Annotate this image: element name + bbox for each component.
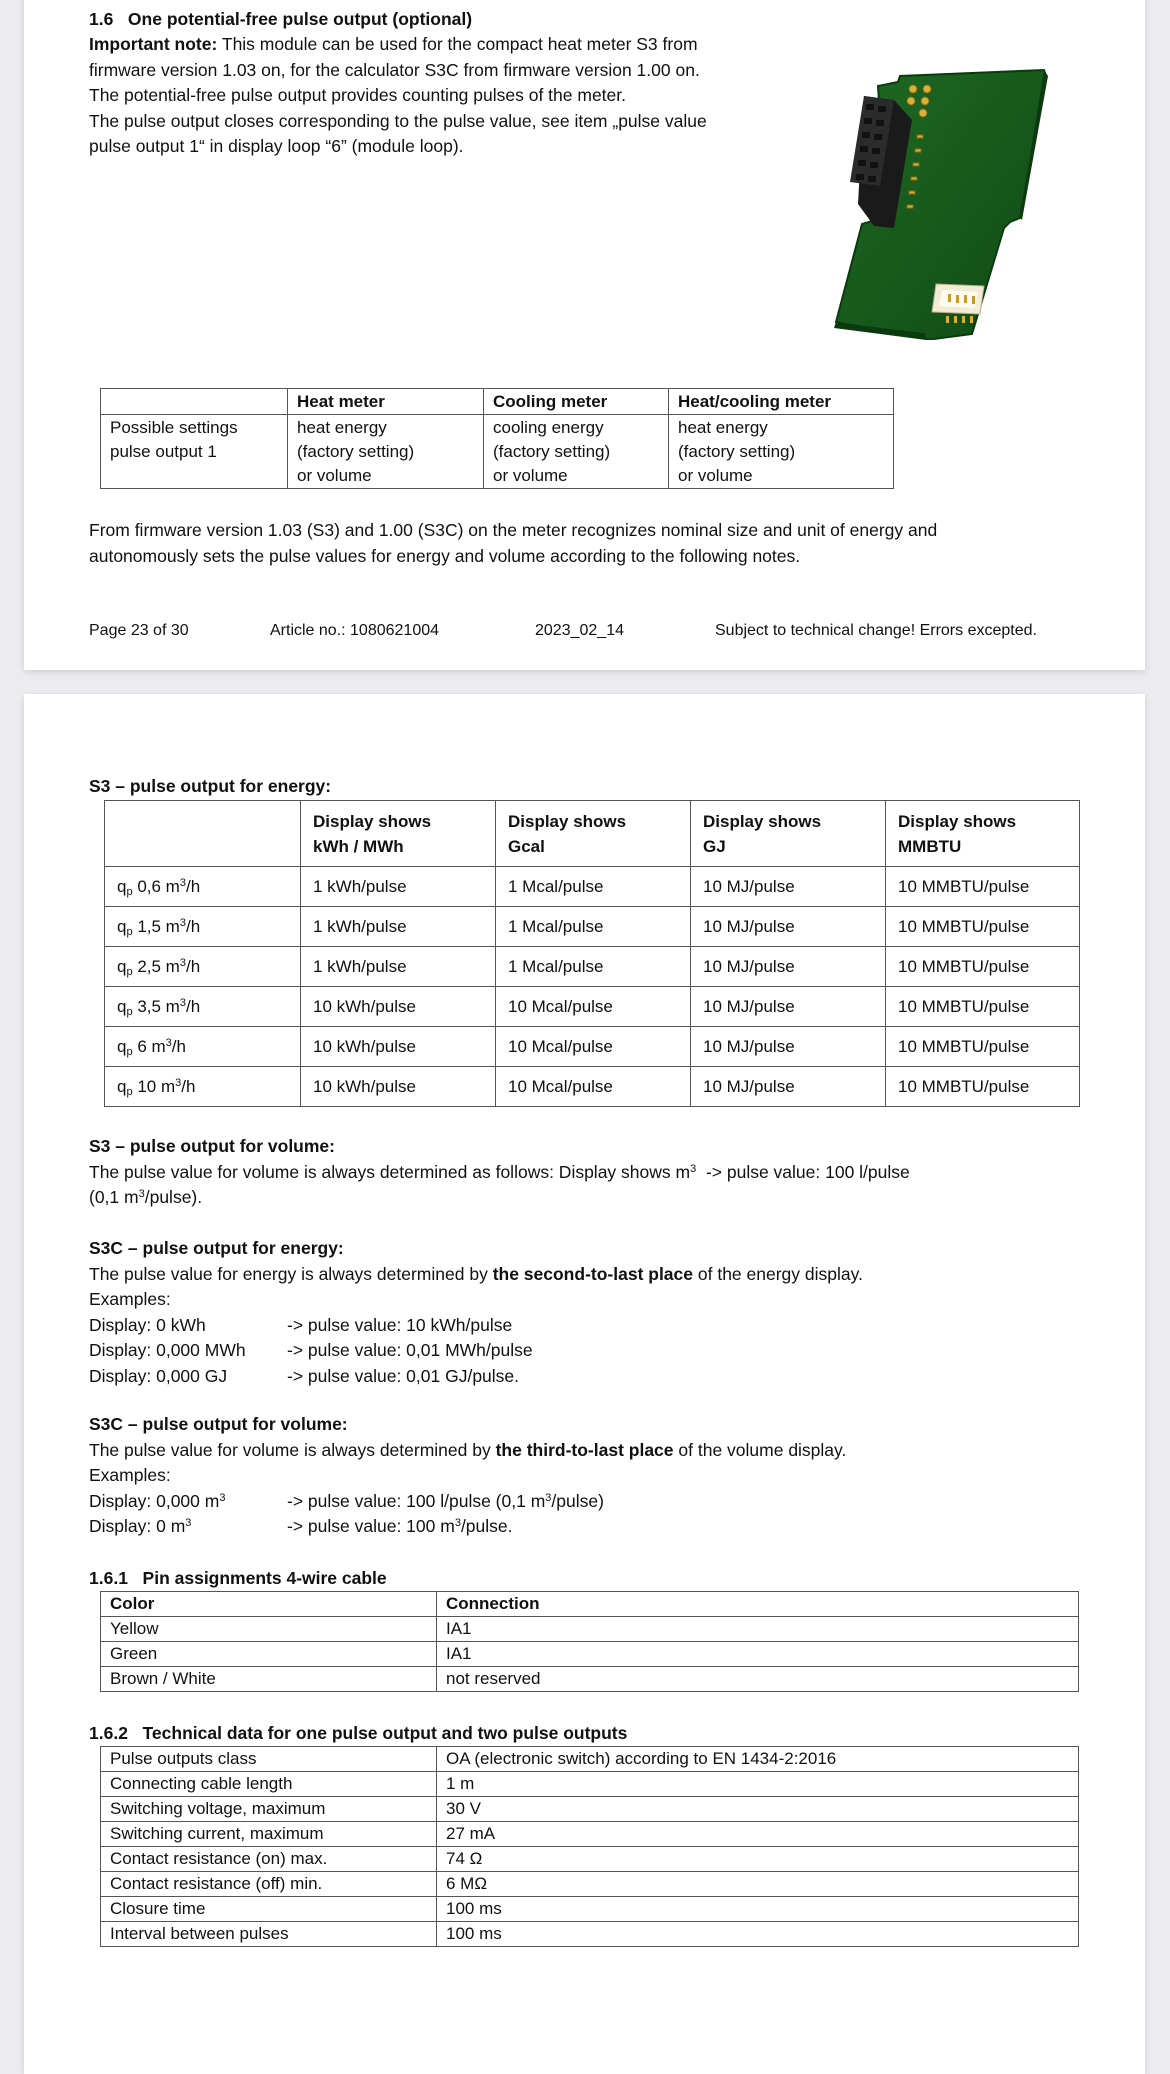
pulse-value-mmbtu: 10 MMBTU/pulse xyxy=(886,987,1080,1027)
example-display xyxy=(89,1489,225,1515)
table-header-row xyxy=(105,801,1080,867)
value-cell: 6 MΩ xyxy=(437,1872,1079,1897)
pulse-value-gj: 10 MJ/pulse xyxy=(691,907,886,947)
text-run: 1,5 m xyxy=(132,916,180,936)
s3-volume-section xyxy=(89,1134,910,1211)
table-row xyxy=(101,1667,1079,1692)
text-run: The pulse value for energy is always determined by xyxy=(89,1263,493,1284)
note-text: The pulse output closes corresponding to the pulse value, see item „pulse value xyxy=(89,110,707,131)
header-cell: Cooling meter xyxy=(484,389,669,415)
table-cell xyxy=(669,415,894,489)
nominal-size-cell xyxy=(105,947,301,987)
text-run: of the energy display. xyxy=(693,1263,863,1284)
s3-volume-text xyxy=(89,1160,910,1186)
table-row xyxy=(105,1067,1080,1107)
example-value xyxy=(287,1489,604,1515)
nominal-size-cell xyxy=(105,1027,301,1067)
label-cell: Interval between pulses xyxy=(101,1922,437,1947)
pulse-value-kwh: 1 kWh/pulse xyxy=(301,867,496,907)
pulse-value-gcal: 1 Mcal/pulse xyxy=(496,867,691,907)
pins-table-body xyxy=(101,1617,1079,1692)
value-cell: not reserved xyxy=(437,1667,1079,1692)
header-cell xyxy=(691,801,886,867)
firmware-note-line: From firmware version 1.03 (S3) and 1.00 (S3C) on the meter recognizes nominal size and unit of energy and xyxy=(89,520,938,540)
label-cell: Contact resistance (off) min. xyxy=(101,1872,437,1897)
pulse-value-kwh: 10 kWh/pulse xyxy=(301,987,496,1027)
section-number: 1.6 xyxy=(89,9,114,29)
firmware-note-line: autonomously sets the pulse values for energy and volume according to the following notes. xyxy=(89,545,801,566)
text-run: /h xyxy=(181,1076,196,1096)
section-heading-1-6 xyxy=(89,7,472,33)
table-row xyxy=(101,415,894,489)
pulse-value-gcal: 1 Mcal/pulse xyxy=(496,947,691,987)
table-row xyxy=(101,1847,1079,1872)
text-run: 3,5 m xyxy=(132,996,180,1016)
header-cell xyxy=(886,801,1080,867)
examples-list xyxy=(89,1489,846,1541)
text-run: 6 m xyxy=(132,1036,166,1056)
table-row xyxy=(101,1872,1079,1897)
cell-line: MMBTU xyxy=(898,837,962,856)
pulse-value-gj: 10 MJ/pulse xyxy=(691,947,886,987)
text-run: /pulse. xyxy=(460,1516,513,1536)
note-text: pulse output 1“ in display loop “6” (module loop). xyxy=(89,136,464,156)
important-note xyxy=(89,32,707,160)
label-cell: Connecting cable length xyxy=(101,1772,437,1797)
text-run: -> pulse value: 100 l/pulse (0,1 m xyxy=(287,1490,546,1511)
text-run: -> pulse value: 100 l/pulse xyxy=(696,1161,910,1182)
note-text: This module can be used for the compact heat meter S3 from xyxy=(217,34,698,54)
document-page-23 xyxy=(24,0,1145,670)
cell-line: pulse output 1 xyxy=(110,442,217,461)
superscript: 3 xyxy=(219,1491,226,1504)
superscript: 3 xyxy=(185,1517,192,1529)
text-run: q xyxy=(117,996,127,1016)
pulse-value-gcal: 10 Mcal/pulse xyxy=(496,1067,691,1107)
text-run: Display: 0 m xyxy=(89,1516,186,1536)
header-cell xyxy=(301,801,496,867)
label-cell: Switching voltage, maximum xyxy=(101,1797,437,1822)
examples-label: Examples: xyxy=(89,1465,171,1485)
header-cell: Connection xyxy=(437,1592,1079,1617)
nominal-size-cell xyxy=(105,987,301,1027)
example-display: Display: 0 kWh xyxy=(89,1314,206,1335)
pulse-value-kwh: 1 kWh/pulse xyxy=(301,947,496,987)
superscript: 3 xyxy=(690,1162,697,1175)
pulse-value-gcal: 10 Mcal/pulse xyxy=(496,1027,691,1067)
section-title: Technical data for one pulse output and two pulse outputs xyxy=(142,1723,628,1743)
cell-line: heat energy xyxy=(678,418,768,437)
document-page-24 xyxy=(24,694,1145,2074)
table-row xyxy=(101,1617,1079,1642)
cell-line: kWh / MWh xyxy=(313,837,404,856)
s3-volume-text xyxy=(89,1185,910,1211)
subscript: p xyxy=(126,925,133,938)
pin-assignments-table xyxy=(100,1591,1079,1692)
text-run: 0,6 m xyxy=(132,876,180,896)
s3c-energy-text xyxy=(89,1262,863,1288)
text-run: of the volume display. xyxy=(673,1439,847,1460)
value-cell: 74 Ω xyxy=(437,1847,1079,1872)
table-row xyxy=(105,867,1080,907)
superscript: 3 xyxy=(454,1517,461,1529)
technical-data-table xyxy=(100,1746,1079,1947)
text-run: /h xyxy=(185,916,201,936)
cell-line: Display shows xyxy=(508,812,627,831)
examples-label: Examples: xyxy=(89,1289,171,1309)
text-run: q xyxy=(117,956,127,976)
cell-line: Possible settings xyxy=(110,418,238,437)
note-label: Important note: xyxy=(89,34,218,54)
cell-line: Display shows xyxy=(313,812,432,831)
table-row xyxy=(105,987,1080,1027)
table-row xyxy=(101,1822,1079,1847)
cell-line: heat energy xyxy=(297,418,387,437)
pin-assignments-heading xyxy=(89,1566,387,1592)
label-cell: Green xyxy=(101,1642,437,1667)
superscript: 3 xyxy=(179,956,186,969)
subscript: p xyxy=(126,885,133,898)
cell-line: GJ xyxy=(703,837,726,856)
superscript: 3 xyxy=(545,1491,552,1504)
text-run: /pulse). xyxy=(144,1187,203,1207)
header-cell xyxy=(496,801,691,867)
table-header-row xyxy=(101,389,894,415)
subscript: p xyxy=(126,965,133,978)
pulse-value-mmbtu: 10 MMBTU/pulse xyxy=(886,907,1080,947)
example-display: Display: 0,000 MWh xyxy=(89,1340,246,1360)
text-run: /h xyxy=(171,1036,186,1056)
emphasis: the second-to-last place xyxy=(492,1263,694,1284)
label-cell: Pulse outputs class xyxy=(101,1747,437,1772)
example-value: -> pulse value: 0,01 GJ/pulse. xyxy=(287,1365,520,1386)
cell-line: Display shows xyxy=(703,812,822,831)
table-row xyxy=(101,1897,1079,1922)
text-run: The pulse value for volume is always determined by xyxy=(89,1439,496,1460)
value-cell: OA (electronic switch) according to EN 1434-2:2016 xyxy=(437,1747,1079,1772)
text-run: /h xyxy=(185,996,201,1016)
superscript: 3 xyxy=(179,876,186,889)
value-cell: 100 ms xyxy=(437,1897,1079,1922)
text-run: /pulse) xyxy=(551,1490,604,1511)
s3c-volume-heading: S3C – pulse output for volume: xyxy=(89,1414,348,1434)
superscript: 3 xyxy=(138,1188,145,1200)
nominal-size-cell xyxy=(105,867,301,907)
examples-list xyxy=(89,1313,863,1389)
text-run: q xyxy=(117,1076,127,1096)
pulse-value-gcal: 1 Mcal/pulse xyxy=(496,907,691,947)
cell-line: or volume xyxy=(297,466,372,485)
s3c-volume-text xyxy=(89,1438,846,1464)
pulse-value-kwh: 1 kWh/pulse xyxy=(301,907,496,947)
table-row xyxy=(101,1922,1079,1947)
header-cell xyxy=(105,801,301,867)
superscript: 3 xyxy=(175,1076,182,1089)
page-number: Page 23 of 30 xyxy=(89,622,189,639)
cell-line: cooling energy xyxy=(493,418,604,437)
table-row xyxy=(101,1747,1079,1772)
pulse-value-gj: 10 MJ/pulse xyxy=(691,987,886,1027)
cell-line: Display shows xyxy=(898,812,1017,831)
table-row xyxy=(101,1772,1079,1797)
nominal-size-cell xyxy=(105,907,301,947)
example-value: -> pulse value: 10 kWh/pulse xyxy=(287,1314,513,1335)
s3c-energy-section xyxy=(89,1236,863,1389)
section-number: 1.6.1 xyxy=(89,1568,128,1588)
energy-table-body xyxy=(105,867,1080,1107)
pulse-value-gcal: 10 Mcal/pulse xyxy=(496,987,691,1027)
header-cell xyxy=(101,389,288,415)
pulse-value-gj: 10 MJ/pulse xyxy=(691,1067,886,1107)
text-run: q xyxy=(117,1036,127,1056)
pulse-value-gj: 10 MJ/pulse xyxy=(691,867,886,907)
table-row xyxy=(105,947,1080,987)
superscript: 3 xyxy=(179,916,186,929)
pulse-value-mmbtu: 10 MMBTU/pulse xyxy=(886,1027,1080,1067)
pulse-value-mmbtu: 10 MMBTU/pulse xyxy=(886,1067,1080,1107)
label-cell: Contact resistance (on) max. xyxy=(101,1847,437,1872)
document-date: 2023_02_14 xyxy=(535,622,624,639)
s3-energy-heading: S3 – pulse output for energy: xyxy=(89,776,332,796)
pulse-output-settings-table xyxy=(100,388,894,489)
value-cell: 1 m xyxy=(437,1772,1079,1797)
pulse-value-gj: 10 MJ/pulse xyxy=(691,1027,886,1067)
subscript: p xyxy=(126,1005,133,1018)
value-cell: 27 mA xyxy=(437,1822,1079,1847)
label-cell: Closure time xyxy=(101,1897,437,1922)
technical-data-heading xyxy=(89,1721,627,1747)
label-cell: Yellow xyxy=(101,1617,437,1642)
value-cell: IA1 xyxy=(437,1642,1079,1667)
header-cell: Color xyxy=(101,1592,437,1617)
row-label-cell xyxy=(101,415,288,489)
example-display xyxy=(89,1514,191,1540)
text-run: (0,1 m xyxy=(89,1187,139,1207)
text-run: -> pulse value: 100 m xyxy=(287,1516,455,1536)
text-run: 2,5 m xyxy=(132,956,180,976)
cell-line: (factory setting) xyxy=(678,442,796,461)
pulse-value-mmbtu: 10 MMBTU/pulse xyxy=(886,947,1080,987)
example-value xyxy=(287,1514,513,1540)
s3-energy-pulse-table xyxy=(104,800,1080,1107)
text-run: q xyxy=(117,876,127,896)
firmware-note xyxy=(89,518,937,569)
table-header-row xyxy=(101,1592,1079,1617)
tech-table-body xyxy=(101,1747,1079,1947)
pulse-value-kwh: 10 kWh/pulse xyxy=(301,1027,496,1067)
nominal-size-cell xyxy=(105,1067,301,1107)
example-value: -> pulse value: 0,01 MWh/pulse xyxy=(287,1340,533,1360)
cell-line: or volume xyxy=(493,466,568,485)
emphasis: the third-to-last place xyxy=(495,1439,674,1460)
subscript: p xyxy=(126,1045,133,1058)
label-cell: Switching current, maximum xyxy=(101,1822,437,1847)
cell-line: (factory setting) xyxy=(297,442,415,461)
cell-line: or volume xyxy=(678,466,753,485)
section-number: 1.6.2 xyxy=(89,1723,128,1743)
section-title: Pin assignments 4-wire cable xyxy=(142,1568,387,1588)
text-run: q xyxy=(117,916,127,936)
table-cell xyxy=(484,415,669,489)
superscript: 3 xyxy=(165,1036,172,1049)
s3c-volume-section xyxy=(89,1412,846,1541)
pulse-value-kwh: 10 kWh/pulse xyxy=(301,1067,496,1107)
note-text: The potential-free pulse output provides counting pulses of the meter. xyxy=(89,85,626,105)
header-cell: Heat meter xyxy=(288,389,484,415)
value-cell: 100 ms xyxy=(437,1922,1079,1947)
cell-line: Gcal xyxy=(508,837,545,856)
example-display: Display: 0,000 GJ xyxy=(89,1365,228,1386)
cell-line: (factory setting) xyxy=(493,442,611,461)
note-text: firmware version 1.03 on, for the calculator S3C from firmware version 1.00 on. xyxy=(89,59,700,80)
s3c-energy-heading: S3C – pulse output for energy: xyxy=(89,1238,344,1258)
table-row xyxy=(101,1642,1079,1667)
pulse-module-board-image xyxy=(814,58,1054,340)
text-run: /h xyxy=(185,876,201,896)
value-cell: IA1 xyxy=(437,1617,1079,1642)
article-number: Article no.: 1080621004 xyxy=(270,622,440,639)
table-cell xyxy=(288,415,484,489)
section-title: One potential-free pulse output (optional) xyxy=(127,9,473,29)
table-row xyxy=(105,1027,1080,1067)
header-cell: Heat/cooling meter xyxy=(669,389,894,415)
subscript: p xyxy=(126,1085,133,1098)
value-cell: 30 V xyxy=(437,1797,1079,1822)
text-run: Display: 0,000 m xyxy=(89,1490,220,1511)
label-cell: Brown / White xyxy=(101,1667,437,1692)
text-run: The pulse value for volume is always determined as follows: Display shows m xyxy=(89,1161,691,1182)
text-run: /h xyxy=(185,956,201,976)
s3-volume-heading: S3 – pulse output for volume: xyxy=(89,1136,335,1156)
pulse-value-mmbtu: 10 MMBTU/pulse xyxy=(886,867,1080,907)
disclaimer: Subject to technical change! Errors excepted. xyxy=(715,622,1037,639)
superscript: 3 xyxy=(179,996,186,1009)
text-run: 10 m xyxy=(132,1076,176,1096)
table-row xyxy=(105,907,1080,947)
table-row xyxy=(101,1797,1079,1822)
